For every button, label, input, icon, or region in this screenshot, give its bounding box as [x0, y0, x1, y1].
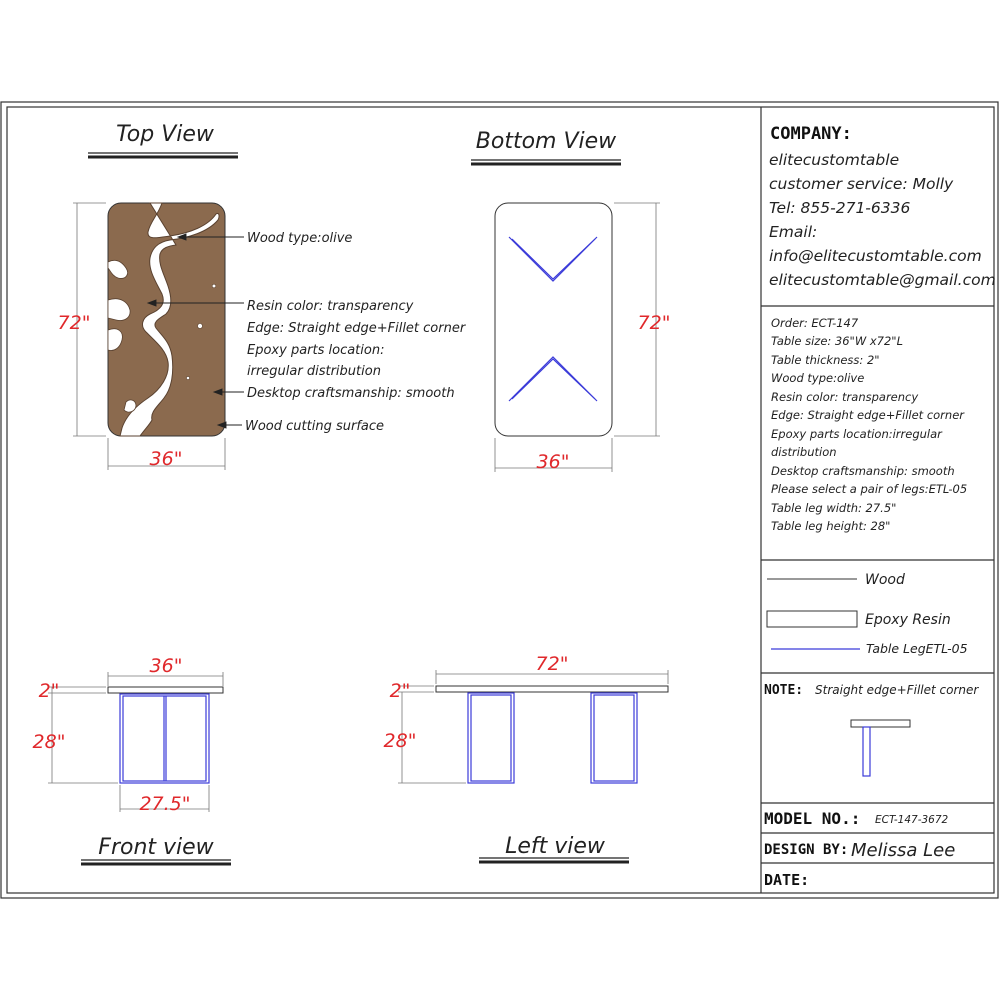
top-view-tabletop — [108, 203, 225, 436]
callout-cutting-surface: Wood cutting surface — [245, 419, 385, 434]
date-label: DATE: — [764, 871, 810, 889]
design-label: DESIGN BY: — [764, 842, 849, 858]
top-view-width-label: 36" — [149, 448, 183, 470]
note-label: NOTE: — [764, 683, 804, 698]
spec-line: Desktop craftsmanship: smooth — [771, 464, 955, 478]
callout-resin-color: Resin color: transparency — [247, 299, 414, 314]
spec-line: Order: ECT-147 — [771, 316, 859, 330]
spec-line: Resin color: transparency — [771, 390, 919, 404]
callout-epoxy-location: Epoxy parts location: — [247, 343, 385, 358]
callout-wood-type: Wood type:olive — [247, 231, 353, 246]
top-view-height-label: 72" — [57, 312, 91, 334]
front-view-tabletop — [108, 687, 223, 693]
design-value: Melissa Lee — [851, 840, 956, 861]
left-view-tabletop — [436, 686, 668, 692]
spec-line: Wood type:olive — [771, 371, 865, 385]
left-view-leg-height-label: 28" — [383, 730, 417, 752]
front-view-leg-width-label: 27.5" — [139, 793, 191, 815]
company-service: customer service: Molly — [769, 175, 954, 193]
legend-leg-label: Table LegETL-05 — [866, 641, 968, 656]
company-tel: Tel: 855-271-6336 — [769, 199, 911, 217]
bottom-view-tabletop — [495, 203, 612, 436]
company-heading: COMPANY: — [770, 124, 852, 144]
company-email-2: elitecustomtable@gmail.com — [769, 271, 996, 289]
spec-list — [771, 316, 967, 533]
spec-line: Please select a pair of legs:ETL-05 — [771, 482, 968, 496]
spec-line: Table leg width: 27.5" — [771, 501, 897, 515]
left-view-thickness-label: 2" — [389, 680, 411, 702]
legend-epoxy-swatch — [767, 611, 857, 627]
front-view-title: Front view — [98, 835, 214, 860]
note-text: Straight edge+Fillet corner — [815, 683, 979, 697]
left-view-legs — [468, 693, 637, 783]
spec-line: distribution — [771, 445, 837, 459]
bottom-view-title: Bottom View — [475, 129, 617, 154]
spec-line: Edge: Straight edge+Fillet corner — [771, 408, 965, 422]
company-email-label: Email: — [769, 223, 818, 241]
left-view-top-length-label: 72" — [535, 653, 569, 675]
front-view-thickness-label: 2" — [38, 680, 60, 702]
callout-craftsmanship: Desktop craftsmanship: smooth — [247, 386, 455, 401]
company-email-1: info@elitecustomtable.com — [769, 247, 982, 265]
bottom-view-width-label: 36" — [536, 451, 570, 473]
spec-line: Table size: 36"W x72"L — [771, 334, 904, 348]
spec-line: Epoxy parts location:irregular — [771, 427, 942, 441]
top-view-title: Top View — [116, 122, 214, 147]
callout-epoxy-distribution: irregular distribution — [247, 364, 381, 379]
legend — [767, 572, 968, 656]
left-view-title: Left view — [505, 834, 605, 859]
bottom-view-height-label: 72" — [637, 312, 671, 334]
legend-epoxy-label: Epoxy Resin — [865, 612, 951, 628]
model-label: MODEL NO.: — [764, 809, 861, 828]
legend-wood-label: Wood — [865, 572, 905, 588]
spec-line: Table leg height: 28" — [771, 519, 891, 533]
front-view-top-width-label: 36" — [149, 655, 183, 677]
front-view-leg-height-label: 28" — [32, 731, 66, 753]
edge-profile-diagram — [851, 720, 910, 776]
front-view-legs — [120, 694, 209, 783]
spec-line: Table thickness: 2" — [771, 353, 880, 367]
callout-edge: Edge: Straight edge+Fillet corner — [247, 321, 466, 336]
model-value: ECT-147-3672 — [875, 814, 949, 826]
company-name: elitecustomtable — [769, 151, 900, 169]
